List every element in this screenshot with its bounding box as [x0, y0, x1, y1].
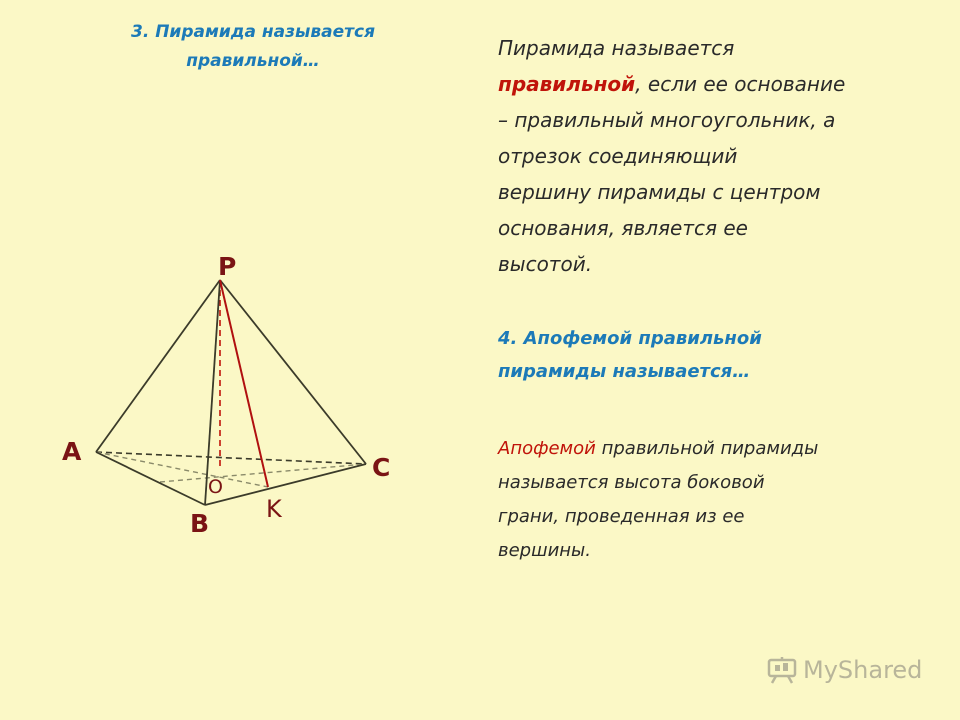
right-heading-line1: 4. Апофемой правильной	[498, 328, 762, 349]
def1-line4: отрезок соединяющий	[498, 144, 738, 168]
left-heading	[88, 18, 418, 76]
edge-pb	[205, 280, 220, 505]
presentation-board-icon	[766, 656, 798, 684]
left-heading-line2: правильной…	[186, 51, 320, 71]
term-regular: правильной	[498, 72, 636, 96]
def1-line2-rest: если ее основание	[647, 72, 846, 96]
term-apothem: Апофемой	[498, 438, 596, 459]
def1-line2	[498, 66, 918, 102]
def1-line1: Пирамида называется	[498, 36, 735, 60]
edge-bc	[205, 464, 366, 505]
definition-regular-pyramid	[498, 30, 918, 282]
def1-line6: основания, является ее	[498, 216, 748, 240]
point-k-label: K	[266, 495, 282, 523]
term-regular-comma: ,	[635, 72, 642, 96]
right-heading	[498, 322, 878, 388]
right-heading-line2: пирамиды называется…	[498, 361, 751, 382]
def2-line1-rest: правильной пирамиды	[601, 438, 819, 459]
vertex-p-label: P	[218, 252, 237, 281]
def2-line2: называется высота боковой	[498, 472, 765, 493]
def2-line1	[498, 432, 918, 466]
edge-ab	[96, 452, 205, 505]
pyramid-figure	[0, 230, 440, 550]
watermark	[766, 656, 922, 684]
def2-line3: грани, проведенная из ее	[498, 506, 745, 527]
left-heading-line1: 3. Пирамида называется	[131, 22, 375, 42]
def2-line4: вершины.	[498, 540, 591, 561]
vertex-a-label: A	[62, 437, 82, 466]
def1-line7: высотой.	[498, 252, 593, 276]
watermark-text: MyShared	[803, 656, 923, 684]
point-o-label: O	[208, 476, 223, 498]
edge-pa	[96, 280, 220, 452]
def1-line3: – правильный многоугольник, а	[498, 108, 836, 132]
def1-line5: вершину пирамиды с центром	[498, 180, 821, 204]
definition-apothem	[498, 432, 918, 568]
edge-ac-hidden	[96, 452, 366, 464]
median-a-k	[96, 452, 268, 487]
vertex-b-label: B	[190, 509, 210, 538]
vertex-c-label: C	[372, 453, 391, 482]
